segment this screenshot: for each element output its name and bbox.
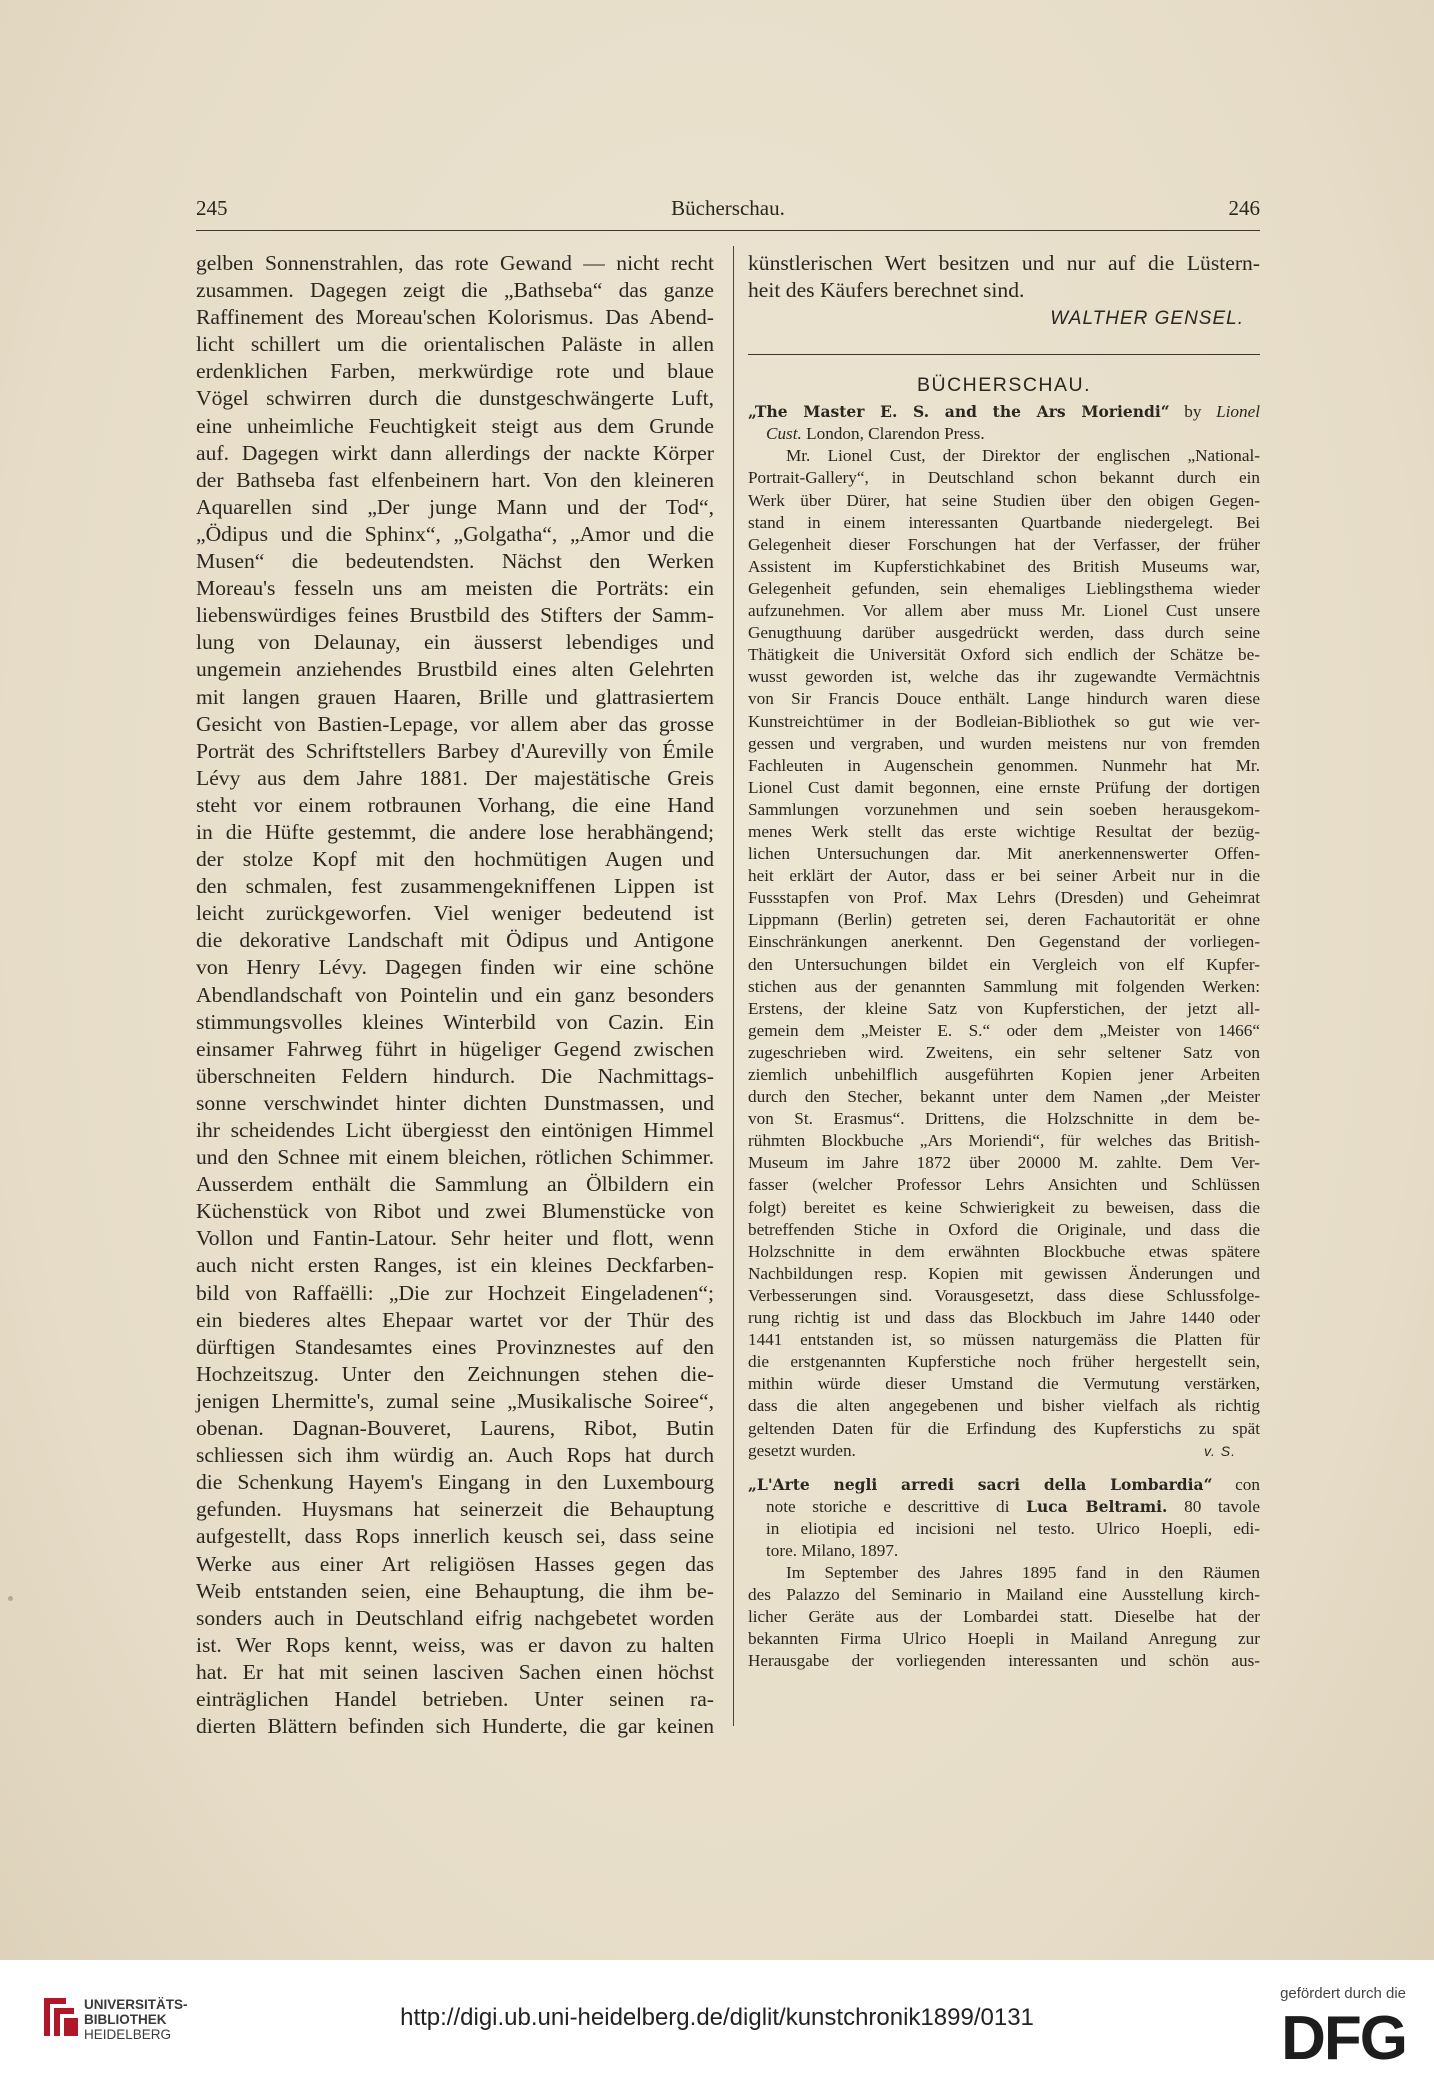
text-line: ein biederes altes Ehepaar wartet vor der Thür des bbox=[196, 1307, 714, 1332]
text-line: Aquarellen sind „Der junge Mann und der Tod“, bbox=[196, 494, 714, 519]
text-line: gemein dem „Meister E. S.“ oder dem „Meister von 1466“ bbox=[748, 1020, 1260, 1040]
review-body bbox=[748, 1562, 1260, 1672]
text-line: den Untersuchungen bildet ein Vergleich von elf Kupfer- bbox=[748, 954, 1260, 974]
text-line: gesetzt wurden. bbox=[748, 1440, 856, 1460]
text-line: Küchenstück von Ribot und zwei Blumenstücke von bbox=[196, 1199, 714, 1224]
text-line: Hochzeitszug. Unter den Zeichnungen stehen die- bbox=[196, 1361, 714, 1386]
text-line: wusst geworden ist, welche das ihr zugewandte Vermächtnis bbox=[748, 667, 1260, 687]
section-rule bbox=[748, 354, 1260, 355]
text-line: eine unheimliche Feuchtigkeit steigt aus dem Grunde bbox=[196, 413, 714, 438]
text-line: lichen Untersuchungen dar. Mit anerkennenswerter Offen- bbox=[748, 844, 1260, 864]
text-line: liebenswürdiges feines Brustbild des Stifters der Samm- bbox=[196, 603, 714, 628]
text-line: lung von Delaunay, ein äusserst lebendiges und bbox=[196, 630, 714, 655]
text-line: Genugthuung darüber ausgedrückt werden, dass durch seine bbox=[748, 623, 1260, 643]
text-line: künstlerischen Wert besitzen und nur auf die Lüstern- bbox=[748, 251, 1260, 275]
text-line: ziemlich unbehilflich ausgeführten Kopien jener Arbeiten bbox=[748, 1065, 1260, 1084]
text-line: die dekorative Landschaft mit Ödipus und Antigone bbox=[196, 928, 714, 953]
text-line: licht schillert um die orientalischen Paläste in allen bbox=[196, 332, 714, 357]
text-line: von Sir Francis Douce enthält. Lange hindurch waren diese bbox=[748, 689, 1260, 709]
dfg-logo: DFG bbox=[1281, 2004, 1406, 2073]
text-line: bild von Raffaëlli: „Die zur Hochzeit Eingeladenen“; bbox=[196, 1280, 714, 1305]
text-line: stimmungsvolles kleines Winterbild von Cazin. Ein bbox=[196, 1009, 714, 1034]
text-line: sonne verschwindet hinter dichten Dunstmassen, und bbox=[196, 1090, 714, 1115]
text-line: durch den Stecher, bekannt unter dem Namen „der Meister bbox=[748, 1087, 1260, 1107]
text-line: stand in einem interessanten Quartbande niedergelegt. Bei bbox=[748, 512, 1260, 532]
review-by: by bbox=[1169, 402, 1217, 422]
text-line: steht vor einem rotbraunen Vorhang, die eine Hand bbox=[196, 792, 714, 817]
text-line: „Ödipus und die Sphinx“, „Golgatha“, „Amor und die bbox=[196, 521, 714, 546]
left-column bbox=[196, 250, 714, 1740]
text-line: schliessen sich ihm würdig an. Auch Rops hat durch bbox=[196, 1443, 714, 1468]
text-line: Mr. Lionel Cust, der Direktor der englischen „National- bbox=[786, 446, 1260, 466]
text-line: und den Schnee mit einem bleichen, rötlichen Schimmer. bbox=[196, 1145, 714, 1170]
text-line: der Bathseba fast elfenbeinern hart. Von den kleineren bbox=[196, 467, 714, 492]
text-line: Herausgabe der vorliegenden interessanten und schön aus- bbox=[748, 1651, 1260, 1671]
text-line: licher Geräte aus der Lombardei statt. Dieselbe hat der bbox=[748, 1607, 1260, 1627]
column-divider bbox=[733, 246, 734, 1726]
text-line: von St. Erasmus“. Drittens, die Holzschnitte in dem be- bbox=[748, 1109, 1260, 1129]
text-line: betreffenden Stiche in Oxford die Originale, und dass die bbox=[748, 1219, 1260, 1239]
text-line: obenan. Dagnan-Bouveret, Laurens, Ribot, Butin bbox=[196, 1416, 714, 1441]
library-line: BIBLIOTHEK bbox=[84, 2012, 167, 2027]
text-line: Gesicht von Bastien-Lepage, vor allem aber das grosse bbox=[196, 711, 714, 736]
text-line: hat. Er hat mit seinen lasciven Sachen einen höchst bbox=[196, 1659, 714, 1684]
text-line: Gelegenheit gefunden, sein ehemaliges Lieblingsthema wieder bbox=[748, 578, 1260, 598]
text-line: bekannten Firma Ulrico Hoepli in Mailand Anregung zur bbox=[748, 1629, 1260, 1649]
review-last-line bbox=[748, 1440, 1260, 1462]
funding-label: gefördert durch die bbox=[1280, 1985, 1406, 2002]
text-line: Raffinement des Moreau'schen Kolorismus. Das Abend- bbox=[196, 305, 714, 330]
text-line: Ausserdem enthält die Sammlung an Ölbildern ein bbox=[196, 1172, 714, 1197]
text-line: geltenden Daten für die Erfindung des Kupferstichs zu spät bbox=[748, 1418, 1260, 1438]
review-subtitle-line bbox=[748, 1496, 1260, 1518]
text-line: dürftigen Standesamtes eines Provinznestes auf den bbox=[196, 1334, 714, 1359]
review-title: „L'Arte negli arredi sacri della Lombardia“ bbox=[748, 1474, 1213, 1494]
text-line: einsamer Fahrweg führt in hügeliger Gegend zwischen bbox=[196, 1036, 714, 1061]
review-author-cont: Cust. bbox=[766, 424, 802, 444]
author-signature: WALTHER GENSEL. bbox=[1050, 308, 1244, 330]
text-line: zugeschrieben wird. Zweitens, ein sehr seltener Satz von bbox=[748, 1042, 1260, 1062]
text-line: gefunden. Huysmans hat seinerzeit die Behauptung bbox=[196, 1497, 714, 1522]
article-ending bbox=[748, 250, 1260, 304]
text-line: Lippmann (Berlin) getreten sei, deren Fachautorität er ohne bbox=[748, 910, 1260, 930]
review-title-rest: con bbox=[1212, 1474, 1260, 1494]
text-line: überschneiten Feldern hindurch. Die Nachmittags- bbox=[196, 1063, 714, 1088]
section-title: BÜCHERSCHAU. bbox=[916, 374, 1092, 397]
text-line: zusammen. Dagegen zeigt die „Bathseba“ das ganze bbox=[196, 278, 714, 303]
text-line: die erstgenannten Kupferstiche noch früher hergestellt sein, bbox=[748, 1352, 1260, 1372]
text-line: rühmten Blockbuche „Ars Moriendi“, für welches das British- bbox=[748, 1131, 1260, 1151]
text-line: erdenklichen Farben, merkwürdige rote und blaue bbox=[196, 359, 714, 384]
review-publisher: London, Clarendon Press. bbox=[801, 424, 985, 444]
text-line: dierten Blättern befinden sich Hunderte, die gar keinen bbox=[196, 1714, 714, 1739]
text-line: heit des Käufers berechnet sind. bbox=[748, 278, 1025, 303]
text-line: gelben Sonnenstrahlen, das rote Gewand — nicht recht bbox=[196, 251, 714, 275]
text-line: Porträt des Schriftstellers Barbey d'Aurevilly von Émile bbox=[196, 738, 714, 763]
text-line: Vollon und Fantin-Latour. Sehr heiter und flott, wenn bbox=[196, 1226, 714, 1251]
text-line: Nachbildungen resp. Kopien mit gewissen Änderungen und bbox=[748, 1263, 1260, 1283]
text-line: Thätigkeit die Universität Oxford sich endlich der Schätze be- bbox=[748, 645, 1260, 665]
review-subtitle-line: in eliotipia ed incisioni nel testo. Ulrico Hoepli, edi- bbox=[766, 1518, 1260, 1538]
review-title: „The Master E. S. and the Ars Moriendi“ bbox=[748, 402, 1170, 422]
text-line: ungemein anziehendes Brustbild eines alten Gelehrten bbox=[196, 657, 714, 682]
text-line: menes Werk stellt das erste wichtige Resultat der bezüg- bbox=[748, 821, 1260, 841]
text-line: stichen aus der genannten Sammlung mit folgenden Werken: bbox=[748, 976, 1260, 996]
text-line: Werke aus einer Art religiösen Hasses gegen das bbox=[196, 1551, 714, 1576]
text-line: Einschränkungen anerkennt. Den Gegenstand der vorliegen- bbox=[748, 932, 1260, 952]
text-line: Kunstreichtümer in der Bodleian-Bibliothek so gut wie ver- bbox=[748, 711, 1260, 731]
text-line: Sammlungen vorzunehmen und sein soeben herausgekom- bbox=[748, 799, 1260, 819]
text-line: rung richtig ist und dass das Blockbuch im Jahre 1440 oder bbox=[748, 1308, 1260, 1328]
text-line: einträglichen Handel betrieben. Unter seinen ra- bbox=[196, 1686, 714, 1711]
text-line: Verbesserungen sind. Vorausgesetzt, dass diese Schlussfolge- bbox=[748, 1285, 1260, 1305]
text-line: Moreau's fesseln uns am meisten die Porträts: ein bbox=[196, 576, 714, 601]
text-line: die Schenkung Hayem's Eingang in den Luxembourg bbox=[196, 1470, 714, 1495]
review-author: Lionel bbox=[1216, 402, 1260, 422]
text-line: den schmalen, fest zusammengekniffenen Lippen ist bbox=[196, 874, 714, 899]
text-line: Holzschnitte in dem erwähnten Blockbuche etwas spätere bbox=[748, 1241, 1260, 1261]
library-line: UNIVERSITÄTS- bbox=[84, 1997, 188, 2012]
text-line: Musen“ die bedeutendsten. Nächst den Werken bbox=[196, 549, 714, 574]
text-line: ihr scheidendes Licht übergiesst den eintönigen Himmel bbox=[196, 1118, 714, 1142]
text-line: gessen und vergraben, und wurden meistens nur von fremden bbox=[748, 733, 1260, 753]
text-line: aufzunehmen. Vor allem aber muss Mr. Lionel Cust unsere bbox=[748, 601, 1260, 621]
page-header bbox=[196, 196, 1260, 230]
text-line: Museum im Jahre 1872 über 20000 M. zahlte. Dem Ver- bbox=[748, 1153, 1260, 1173]
text-span: note storiche e descrittive di bbox=[766, 1496, 1027, 1516]
text-line: heit erklärt der Autor, dass er bei seiner Arbeit nur in die bbox=[748, 866, 1260, 886]
text-line: Werk über Dürer, hat seine Studien über den obigen Gegen- bbox=[748, 490, 1260, 510]
text-line: Portrait-Gallery“, in Deutschland schon bekannt durch ein bbox=[748, 468, 1260, 488]
text-line: Lionel Cust damit begonnen, eine ernste Prüfung der dortigen bbox=[748, 777, 1260, 797]
text-line: sonders auch in Deutschland eifrig nachgebetet worden bbox=[196, 1605, 714, 1630]
text-line: mit langen grauen Haaren, Brille und glattrasiertem bbox=[196, 684, 714, 709]
text-line: Fachleuten in Augenschein genommen. Nunmehr hat Mr. bbox=[748, 755, 1260, 775]
source-url[interactable]: http://digi.ub.uni-heidelberg.de/diglit/kunstchronik1899/0131 bbox=[400, 2004, 1034, 2031]
text-line: fasser (welcher Professor Lehrs Ansichten und Schlüssen bbox=[748, 1175, 1260, 1195]
review-subtitle-line: tore. Milano, 1897. bbox=[766, 1540, 899, 1560]
header-rule bbox=[196, 230, 1260, 231]
text-line: von Henry Lévy. Dagegen finden wir eine schöne bbox=[196, 955, 714, 980]
text-line: 1441 entstanden ist, so müssen naturgemäss die Platten für bbox=[748, 1330, 1260, 1350]
text-line: Abendlandschaft von Pointelin und ein ganz besonders bbox=[196, 982, 714, 1007]
text-line: Erstens, der kleine Satz von Kupferstichen, der jetzt all- bbox=[748, 998, 1260, 1018]
text-line: jenigen Lhermitte's, zumal seine „Musikalische Soiree“, bbox=[196, 1388, 714, 1413]
text-line: mithin würde dieser Umstand die Vermutung verstärken, bbox=[748, 1374, 1260, 1394]
running-title: Bücherschau. bbox=[671, 196, 785, 220]
text-line: auch nicht ersten Ranges, ist ein kleines Deckfarben- bbox=[196, 1253, 714, 1278]
text-line: Weib entstanden seien, eine Behauptung, die ihm be- bbox=[196, 1578, 714, 1603]
text-line: der stolze Kopf mit den hochmütigen Augen und bbox=[196, 847, 714, 872]
text-span: 80 tavole bbox=[1167, 1496, 1260, 1516]
right-column bbox=[748, 250, 1260, 1673]
text-line: Vögel schwirren durch die dunstgeschwängerte Luft, bbox=[196, 386, 714, 411]
text-line: des Palazzo del Seminario in Mailand eine Ausstellung kirch- bbox=[748, 1585, 1260, 1605]
review-title-line bbox=[748, 1474, 1260, 1496]
page-number-right: 246 bbox=[1228, 196, 1260, 220]
library-line: HEIDELBERG bbox=[84, 2027, 172, 2042]
reviewer-initials: v. S. bbox=[1204, 1442, 1236, 1459]
text-line: Im September des Jahres 1895 fand in den Räumen bbox=[786, 1563, 1260, 1583]
page-number-left: 245 bbox=[196, 196, 228, 220]
text-line: folgt) bereitet es keine Schwierigkeit zu beweisen, dass die bbox=[748, 1197, 1260, 1217]
scan-speck bbox=[8, 1596, 13, 1601]
text-line: in die Hüfte gestemmt, die andere lose herabhängend; bbox=[196, 819, 714, 844]
text-line: Gelegenheit dieser Forschungen hat der Verfasser, der früher bbox=[748, 534, 1260, 554]
review-title-line bbox=[748, 401, 1260, 423]
text-line: aufgestellt, dass Rops innerlich keusch sei, dass seine bbox=[196, 1524, 714, 1549]
text-line: auf. Dagegen wirkt dann allerdings der nackte Körper bbox=[196, 440, 714, 465]
review-author: Luca Beltrami. bbox=[1026, 1496, 1168, 1516]
text-line: Fussstapfen von Prof. Max Lehrs (Dresden) und Geheimrat bbox=[748, 888, 1260, 908]
text-line: leicht zurückgeworfen. Viel weniger bedeutend ist bbox=[196, 901, 714, 926]
text-line: Lévy aus dem Jahre 1881. Der majestätische Greis bbox=[196, 765, 714, 790]
review-body bbox=[748, 445, 1260, 1439]
text-line: Assistent im Kupferstichkabinet des British Museums war, bbox=[748, 556, 1260, 576]
review-publisher-line bbox=[748, 423, 1260, 445]
text-line: dass die alten angegebenen und bisher vielfach als richtig bbox=[748, 1396, 1260, 1416]
review-master-es bbox=[748, 401, 1260, 1672]
spacer bbox=[748, 1462, 1260, 1474]
text-line: ist. Wer Rops kennt, weiss, was er davon zu halten bbox=[196, 1632, 714, 1657]
